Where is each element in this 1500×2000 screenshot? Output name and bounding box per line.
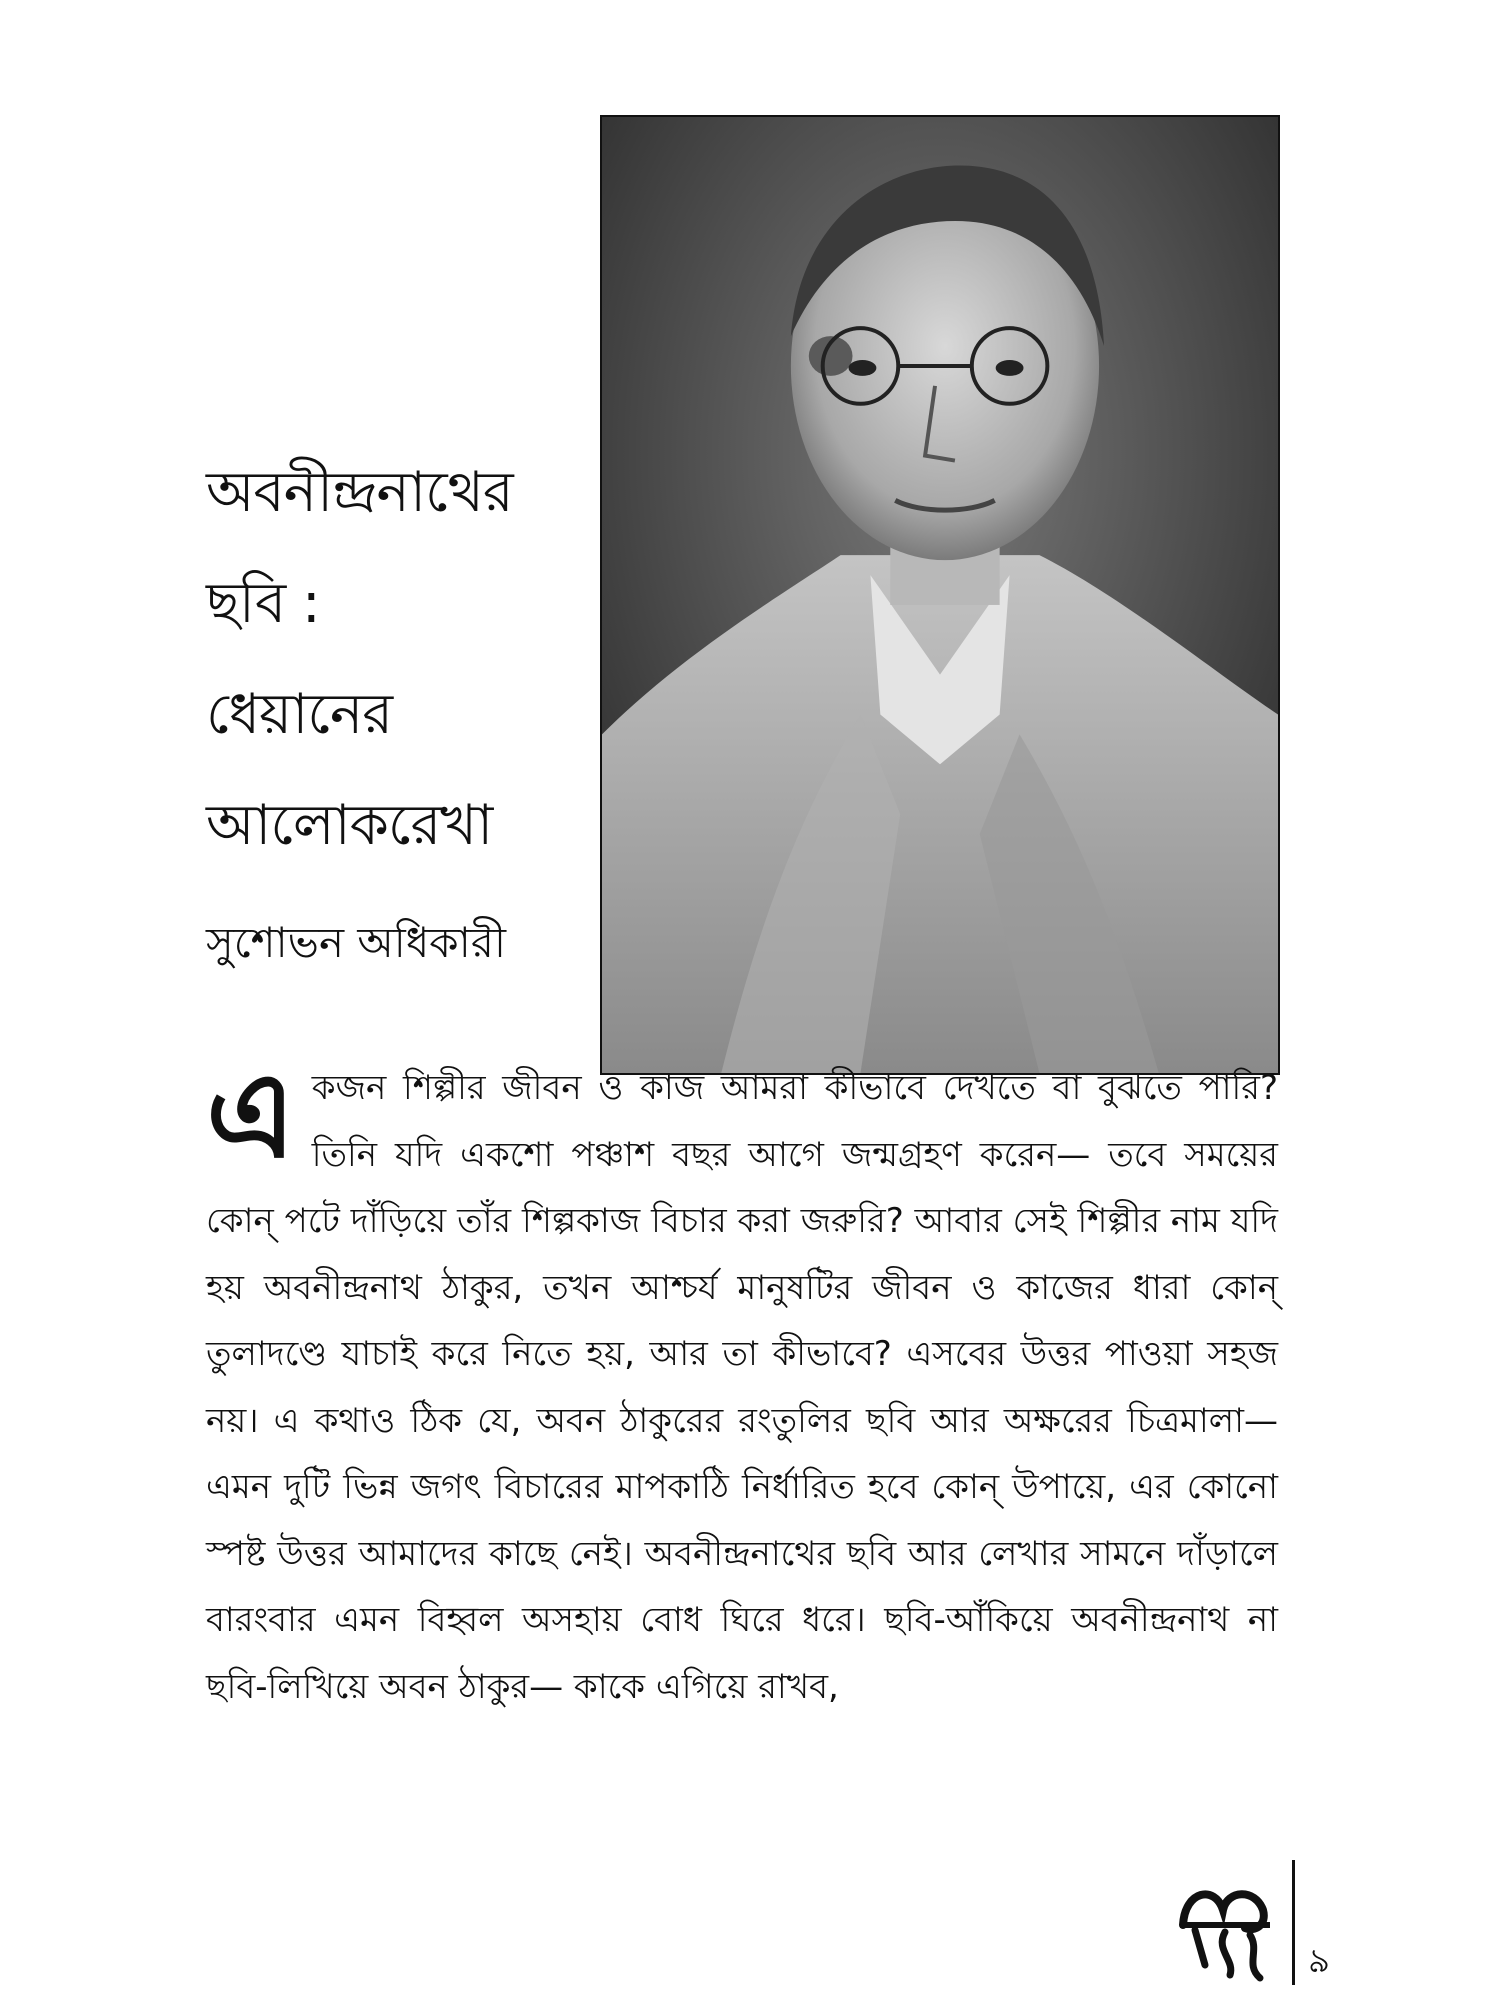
author-name: সুশোভন অধিকারী	[206, 918, 506, 967]
page-number: ৯	[1308, 1941, 1331, 1981]
body-paragraph: জীবন ও কাজ আমরা কীভাবে দেখতে বা বুঝতে পারি? তিনি যদি একশো পঞ্চাশ বছর আগে জন্মগ্রহণ করেন— তবে সময়ের কোন্ পটে দাঁড়িয়ে তাঁর শিল্পকাজ বিচার করা জরুরি? আবার সেই শিল্পীর নাম যদি হয় অবনীন্দ্রনাথ ঠাকুর, তখন আশ্চর্য মানুষটির জীবন ও কাজের ধারা কোন্ তুলাদণ্ডে যাচাই করে নিতে হয়, আর তা কীভাবে? এসবের উত্তর পাওয়া সহজ নয়। এ কথাও ঠিক যে, অবন ঠাকুরের রংতুলির ছবি আর অক্ষরের চিত্রমালা—এমন দুটি ভিন্ন জগৎ বিচারের মাপকাঠি নির্ধারিত হবে কোন্ উপায়ে, এর কোনো স্পষ্ট উত্তর আমাদের কাছে নেই। অবনীন্দ্রনাথের ছবি আর লেখার সামনে দাঁড়ালে বারংবার এমন বিহ্বল অসহায় বোধ ঘিরে ধরে। ছবি-আঁকিয়ে অবনীন্দ্রনাথ না ছবি-লিখিয়ে অবন ঠাকুর— কাকে এগিয়ে রাখব,	[206, 1068, 1278, 1707]
publisher-logo	[1175, 1870, 1275, 1985]
article-body	[206, 1045, 1278, 1720]
portrait-photo	[600, 115, 1280, 1075]
title-line-1: অবনীন্দ্রনাথের	[206, 460, 513, 525]
article-title	[206, 460, 566, 909]
drop-cap: এ	[206, 1045, 296, 1184]
opening-words: কজন শিল্পীর	[311, 1068, 486, 1108]
title-line-3: ধেয়ানের	[206, 682, 393, 747]
title-line-2: ছবি :	[206, 571, 320, 636]
portrait-image	[602, 117, 1278, 1073]
page-number-divider	[1292, 1860, 1295, 1985]
title-line-4: আলোকরেখা	[206, 793, 493, 858]
logo-mark	[1175, 1870, 1275, 1985]
